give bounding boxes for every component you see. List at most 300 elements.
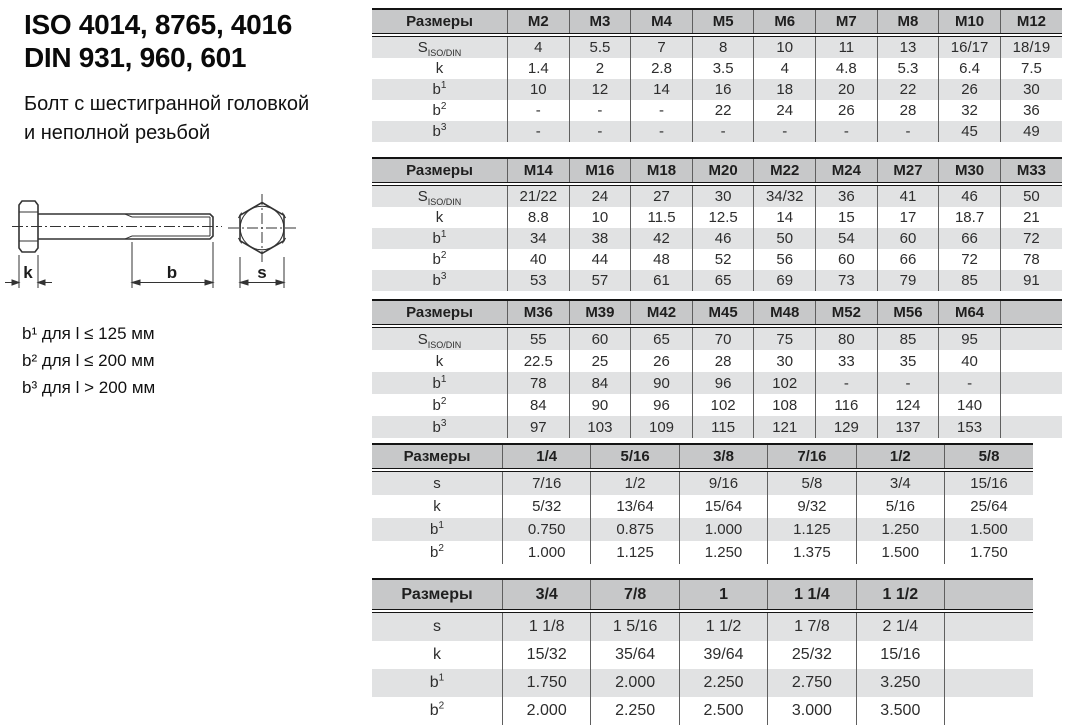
table-header-row-group — [372, 444, 1033, 470]
value-cell: 14 — [631, 79, 693, 100]
value-cell: 1/2 — [591, 470, 679, 495]
row-label — [372, 541, 503, 564]
value-cell: - — [692, 121, 754, 142]
value-cell: 7 — [631, 35, 693, 58]
value-cell: 18 — [754, 79, 816, 100]
column-header: M45 — [692, 300, 754, 326]
value-cell: - — [939, 372, 1001, 394]
value-cell: 72 — [1000, 228, 1062, 249]
column-header: M36 — [508, 300, 570, 326]
page-title — [24, 8, 292, 74]
header-row — [372, 158, 1062, 184]
table-row — [372, 121, 1062, 142]
value-cell: - — [877, 121, 939, 142]
header-row — [372, 300, 1062, 326]
value-cell: 11 — [816, 35, 878, 58]
column-header: 7/16 — [768, 444, 856, 470]
value-cell: - — [877, 372, 939, 394]
value-cell: 61 — [631, 270, 693, 291]
value-cell: 129 — [816, 416, 878, 438]
value-cell: 116 — [816, 394, 878, 416]
value-cell: 57 — [569, 270, 631, 291]
value-cell: 2.250 — [591, 697, 679, 725]
row-label-main: k — [435, 60, 444, 77]
column-header: 3/8 — [679, 444, 767, 470]
column-header: M7 — [816, 9, 878, 35]
value-cell: 1 5/16 — [591, 611, 679, 641]
row-label — [372, 58, 508, 79]
value-cell: 13/64 — [591, 495, 679, 518]
value-cell: 65 — [631, 326, 693, 350]
value-cell: 36 — [1000, 100, 1062, 121]
value-cell: 18/19 — [1000, 35, 1062, 58]
value-cell: 72 — [939, 249, 1001, 270]
value-cell: 5/8 — [768, 470, 856, 495]
value-cell: 84 — [569, 372, 631, 394]
row-label-superscript: 1 — [438, 672, 445, 684]
column-header: M10 — [939, 9, 1001, 35]
value-cell: 153 — [939, 416, 1001, 438]
column-header: 1 1/2 — [856, 579, 944, 611]
row-label — [372, 470, 503, 495]
table-row — [372, 270, 1062, 291]
row-label-superscript: 1 — [440, 229, 447, 240]
row-label-main: b — [430, 544, 439, 561]
value-cell: 65 — [692, 270, 754, 291]
value-cell: 22 — [692, 100, 754, 121]
value-cell: 80 — [816, 326, 878, 350]
value-cell: 5.3 — [877, 58, 939, 79]
value-cell: 28 — [692, 350, 754, 372]
value-cell: 103 — [569, 416, 631, 438]
value-cell: 15/32 — [503, 641, 591, 669]
column-header: 1 1/4 — [768, 579, 856, 611]
row-label — [372, 35, 508, 58]
column-header: M42 — [631, 300, 693, 326]
value-cell: 15 — [816, 207, 878, 228]
value-cell: 46 — [692, 228, 754, 249]
value-cell: 9/16 — [679, 470, 767, 495]
table-body — [372, 611, 1033, 725]
table-metric-m14-m33 — [372, 157, 1062, 291]
value-cell: 15/16 — [856, 641, 944, 669]
table-row — [372, 416, 1062, 438]
value-cell: 1.250 — [679, 541, 767, 564]
value-cell: 12.5 — [692, 207, 754, 228]
table-row — [372, 669, 1033, 697]
value-cell: 1.000 — [679, 518, 767, 541]
value-cell: 4 — [508, 35, 570, 58]
column-header: M24 — [816, 158, 878, 184]
value-cell: 3.000 — [768, 697, 856, 725]
value-cell: 50 — [1000, 184, 1062, 207]
row-label-main: b — [432, 123, 441, 140]
table-row — [372, 184, 1062, 207]
column-header: M27 — [877, 158, 939, 184]
corner-label: Размеры — [372, 9, 508, 35]
table-row — [372, 394, 1062, 416]
row-label — [372, 394, 508, 416]
value-cell: 55 — [508, 326, 570, 350]
page-subtitle — [24, 90, 309, 148]
value-cell: 10 — [754, 35, 816, 58]
value-cell: 16 — [692, 79, 754, 100]
value-cell: 10 — [569, 207, 631, 228]
row-label-superscript: 1 — [438, 520, 444, 531]
value-cell: 2 — [569, 58, 631, 79]
value-cell: 3.5 — [692, 58, 754, 79]
value-cell: 26 — [631, 350, 693, 372]
row-label — [372, 79, 508, 100]
value-cell: - — [569, 121, 631, 142]
value-cell: 6.4 — [939, 58, 1001, 79]
value-cell: 21/22 — [508, 184, 570, 207]
value-cell: 79 — [877, 270, 939, 291]
value-cell: 26 — [939, 79, 1001, 100]
dim-b-arrow-right — [205, 280, 213, 285]
value-cell: 2.500 — [679, 697, 767, 725]
dim-label-k: k — [23, 263, 33, 282]
value-cell: 91 — [1000, 270, 1062, 291]
empty-cell — [945, 669, 1033, 697]
value-cell: 53 — [508, 270, 570, 291]
value-cell: - — [508, 100, 570, 121]
value-cell: 40 — [939, 350, 1001, 372]
row-label — [372, 326, 508, 350]
table-row — [372, 470, 1033, 495]
value-cell: 21 — [1000, 207, 1062, 228]
table-metric-m36-m64 — [372, 299, 1062, 438]
column-header: M22 — [754, 158, 816, 184]
value-cell: 27 — [631, 184, 693, 207]
value-cell: 3.500 — [856, 697, 944, 725]
empty-cell — [945, 611, 1033, 641]
value-cell: 20 — [816, 79, 878, 100]
value-cell: 36 — [816, 184, 878, 207]
value-cell: 22 — [877, 79, 939, 100]
value-cell: 45 — [939, 121, 1001, 142]
hex-centerlines — [228, 194, 296, 262]
row-label — [372, 184, 508, 207]
row-label-superscript: 2 — [440, 250, 447, 261]
value-cell: 70 — [692, 326, 754, 350]
table-row — [372, 518, 1033, 541]
value-cell: 9/32 — [768, 495, 856, 518]
value-cell: 22.5 — [508, 350, 570, 372]
value-cell: 1.125 — [591, 541, 679, 564]
value-cell: 60 — [877, 228, 939, 249]
row-label-main: k — [435, 352, 444, 370]
value-cell: 102 — [754, 372, 816, 394]
value-cell: 8 — [692, 35, 754, 58]
value-cell: 40 — [508, 249, 570, 270]
value-cell: 1.500 — [856, 541, 944, 564]
column-header: M5 — [692, 9, 754, 35]
column-header: M18 — [631, 158, 693, 184]
corner-label: Размеры — [372, 444, 503, 470]
row-label-main: b — [432, 251, 441, 268]
subtitle-line-1: Болт с шестигранной головкой — [24, 93, 310, 115]
value-cell: 24 — [754, 100, 816, 121]
value-cell: 78 — [1000, 249, 1062, 270]
column-header: M2 — [508, 9, 570, 35]
value-cell: 75 — [754, 326, 816, 350]
value-cell: 30 — [1000, 79, 1062, 100]
value-cell: 60 — [569, 326, 631, 350]
column-header: 1/2 — [856, 444, 944, 470]
value-cell: 42 — [631, 228, 693, 249]
row-label-superscript: 2 — [438, 700, 445, 712]
value-cell: 2.000 — [591, 669, 679, 697]
empty-cell — [1000, 394, 1062, 416]
value-cell: 32 — [939, 100, 1001, 121]
value-cell: 1.750 — [503, 669, 591, 697]
value-cell: 35 — [877, 350, 939, 372]
column-header: M33 — [1000, 158, 1062, 184]
note-b1: b¹ для l ≤ 125 мм — [22, 324, 155, 343]
table-body — [372, 470, 1033, 564]
table-row — [372, 58, 1062, 79]
column-header: 5/16 — [591, 444, 679, 470]
row-label-main: b — [429, 674, 439, 691]
row-label — [372, 207, 508, 228]
column-header: M8 — [877, 9, 939, 35]
table-header-row-group — [372, 158, 1062, 184]
row-label-main: b — [432, 396, 441, 414]
value-cell: - — [816, 372, 878, 394]
value-cell: 1.4 — [508, 58, 570, 79]
table-row — [372, 228, 1062, 249]
row-label-main: b — [432, 230, 441, 247]
title-iso: ISO 4014, 8765, 4016 — [24, 9, 292, 40]
column-header: 7/8 — [591, 579, 679, 611]
row-label — [372, 518, 503, 541]
row-label — [372, 270, 508, 291]
hex-end-view — [228, 194, 296, 262]
value-cell: - — [631, 100, 693, 121]
row-label — [372, 249, 508, 270]
value-cell: 90 — [631, 372, 693, 394]
value-cell: 38 — [569, 228, 631, 249]
value-cell: 24 — [569, 184, 631, 207]
row-label-superscript: 1 — [440, 373, 447, 385]
dim-s-arrow-right — [276, 280, 284, 285]
table-row — [372, 372, 1062, 394]
value-cell: 1.125 — [768, 518, 856, 541]
value-cell: 50 — [754, 228, 816, 249]
table-body — [372, 35, 1062, 142]
row-label-subscript: ISO/DIN — [427, 197, 462, 207]
column-header: M52 — [816, 300, 878, 326]
value-cell: 8.8 — [508, 207, 570, 228]
dim-label-s: s — [257, 263, 267, 282]
row-label — [372, 611, 503, 641]
value-cell: - — [816, 121, 878, 142]
corner-label: Размеры — [372, 579, 503, 611]
column-header: 1 — [679, 579, 767, 611]
value-cell: 25/32 — [768, 641, 856, 669]
value-cell: 2.250 — [679, 669, 767, 697]
row-label-main: b — [432, 374, 441, 392]
bolt-side-view — [12, 201, 222, 252]
value-cell: - — [569, 100, 631, 121]
value-cell: 1.250 — [856, 518, 944, 541]
value-cell: 41 — [877, 184, 939, 207]
value-cell: 1.000 — [503, 541, 591, 564]
value-cell: 28 — [877, 100, 939, 121]
dimensions — [5, 242, 284, 288]
empty-cell — [945, 697, 1033, 725]
row-label-main: b — [432, 81, 441, 98]
value-cell: 48 — [631, 249, 693, 270]
table-row — [372, 697, 1033, 725]
value-cell: 54 — [816, 228, 878, 249]
row-label-main: k — [435, 209, 444, 226]
dim-label-b: b — [166, 263, 178, 282]
value-cell: 34 — [508, 228, 570, 249]
note-b2: b² для l ≤ 200 мм — [22, 351, 155, 370]
row-label-subscript: ISO/DIN — [427, 339, 462, 350]
corner-label: Размеры — [372, 300, 508, 326]
table-row — [372, 100, 1062, 121]
value-cell: 52 — [692, 249, 754, 270]
row-label-main: b — [432, 418, 441, 436]
value-cell: 7/16 — [503, 470, 591, 495]
value-cell: 140 — [939, 394, 1001, 416]
value-cell: 1 1/2 — [679, 611, 767, 641]
header-row — [372, 9, 1062, 35]
value-cell: 1 7/8 — [768, 611, 856, 641]
bolt-technical-drawing — [0, 185, 360, 320]
row-label-main: k — [433, 646, 441, 663]
value-cell: 16/17 — [939, 35, 1001, 58]
value-cell: 11.5 — [631, 207, 693, 228]
value-cell: 4 — [754, 58, 816, 79]
value-cell: 3.250 — [856, 669, 944, 697]
value-cell: 108 — [754, 394, 816, 416]
empty-cell — [1000, 372, 1062, 394]
column-header: M3 — [569, 9, 631, 35]
row-label-main: b — [432, 102, 441, 119]
row-label-main: b — [432, 272, 441, 289]
value-cell: 44 — [569, 249, 631, 270]
corner-label: Размеры — [372, 158, 508, 184]
table-row — [372, 207, 1062, 228]
value-cell: 12 — [569, 79, 631, 100]
value-cell: 95 — [939, 326, 1001, 350]
value-cell: 30 — [754, 350, 816, 372]
row-label-main: S — [417, 330, 428, 348]
table-body — [372, 184, 1062, 291]
value-cell: 2.8 — [631, 58, 693, 79]
column-header: M30 — [939, 158, 1001, 184]
row-label-main: S — [417, 39, 428, 56]
value-cell: 85 — [877, 326, 939, 350]
table-body — [372, 326, 1062, 438]
dim-b-arrow-left — [132, 280, 140, 285]
value-cell: 10 — [508, 79, 570, 100]
value-cell: 66 — [877, 249, 939, 270]
table-header-row-group — [372, 300, 1062, 326]
empty-column-header — [945, 579, 1033, 611]
row-label-main: b — [429, 702, 439, 719]
subtitle-line-2: и неполной резьбой — [24, 122, 211, 144]
value-cell: 7.5 — [1000, 58, 1062, 79]
value-cell: 2 1/4 — [856, 611, 944, 641]
value-cell: 15/64 — [679, 495, 767, 518]
value-cell: 35/64 — [591, 641, 679, 669]
row-label-superscript: 2 — [440, 395, 447, 407]
note-b3: b³ для l > 200 мм — [22, 378, 156, 397]
dim-k-arrow-right — [38, 280, 45, 285]
column-header: 5/8 — [945, 444, 1033, 470]
dim-k-arrow-left — [12, 280, 19, 285]
table-inch-quarter-to-5-8 — [372, 443, 1033, 564]
value-cell: 33 — [816, 350, 878, 372]
table-row — [372, 350, 1062, 372]
value-cell: 25 — [569, 350, 631, 372]
dim-s-arrow-left — [240, 280, 248, 285]
value-cell: 115 — [692, 416, 754, 438]
row-label-main: s — [433, 475, 441, 492]
value-cell: - — [508, 121, 570, 142]
value-cell: 5/16 — [856, 495, 944, 518]
empty-cell — [945, 641, 1033, 669]
value-cell: 124 — [877, 394, 939, 416]
row-label — [372, 416, 508, 438]
value-cell: 1.500 — [945, 518, 1033, 541]
column-header: M16 — [569, 158, 631, 184]
row-label-main: S — [417, 188, 428, 205]
value-cell: 0.875 — [591, 518, 679, 541]
value-cell: 1 1/8 — [503, 611, 591, 641]
value-cell: 3/4 — [856, 470, 944, 495]
value-cell: 60 — [816, 249, 878, 270]
table-header-row-group — [372, 579, 1033, 611]
row-label-main: k — [433, 498, 441, 515]
row-label-superscript: 3 — [440, 417, 447, 429]
column-header: M64 — [939, 300, 1001, 326]
value-cell: 66 — [939, 228, 1001, 249]
row-label — [372, 372, 508, 394]
value-cell: 78 — [508, 372, 570, 394]
column-header: M39 — [569, 300, 631, 326]
row-label-superscript: 2 — [440, 101, 447, 112]
table-row — [372, 641, 1033, 669]
value-cell: 1.375 — [768, 541, 856, 564]
column-header: 3/4 — [503, 579, 591, 611]
value-cell: 49 — [1000, 121, 1062, 142]
value-cell: 90 — [569, 394, 631, 416]
value-cell: 97 — [508, 416, 570, 438]
row-label-subscript: ISO/DIN — [427, 48, 462, 58]
value-cell: 39/64 — [679, 641, 767, 669]
value-cell: 4.8 — [816, 58, 878, 79]
value-cell: 56 — [754, 249, 816, 270]
row-label-superscript: 3 — [440, 271, 447, 282]
table-row — [372, 35, 1062, 58]
table-row — [372, 326, 1062, 350]
row-label-main: b — [430, 521, 439, 538]
thread-length-notes — [22, 320, 155, 401]
column-header: M56 — [877, 300, 939, 326]
value-cell: 137 — [877, 416, 939, 438]
value-cell: 25/64 — [945, 495, 1033, 518]
value-cell: 15/16 — [945, 470, 1033, 495]
value-cell: 5.5 — [569, 35, 631, 58]
column-header: M20 — [692, 158, 754, 184]
value-cell: 14 — [754, 207, 816, 228]
